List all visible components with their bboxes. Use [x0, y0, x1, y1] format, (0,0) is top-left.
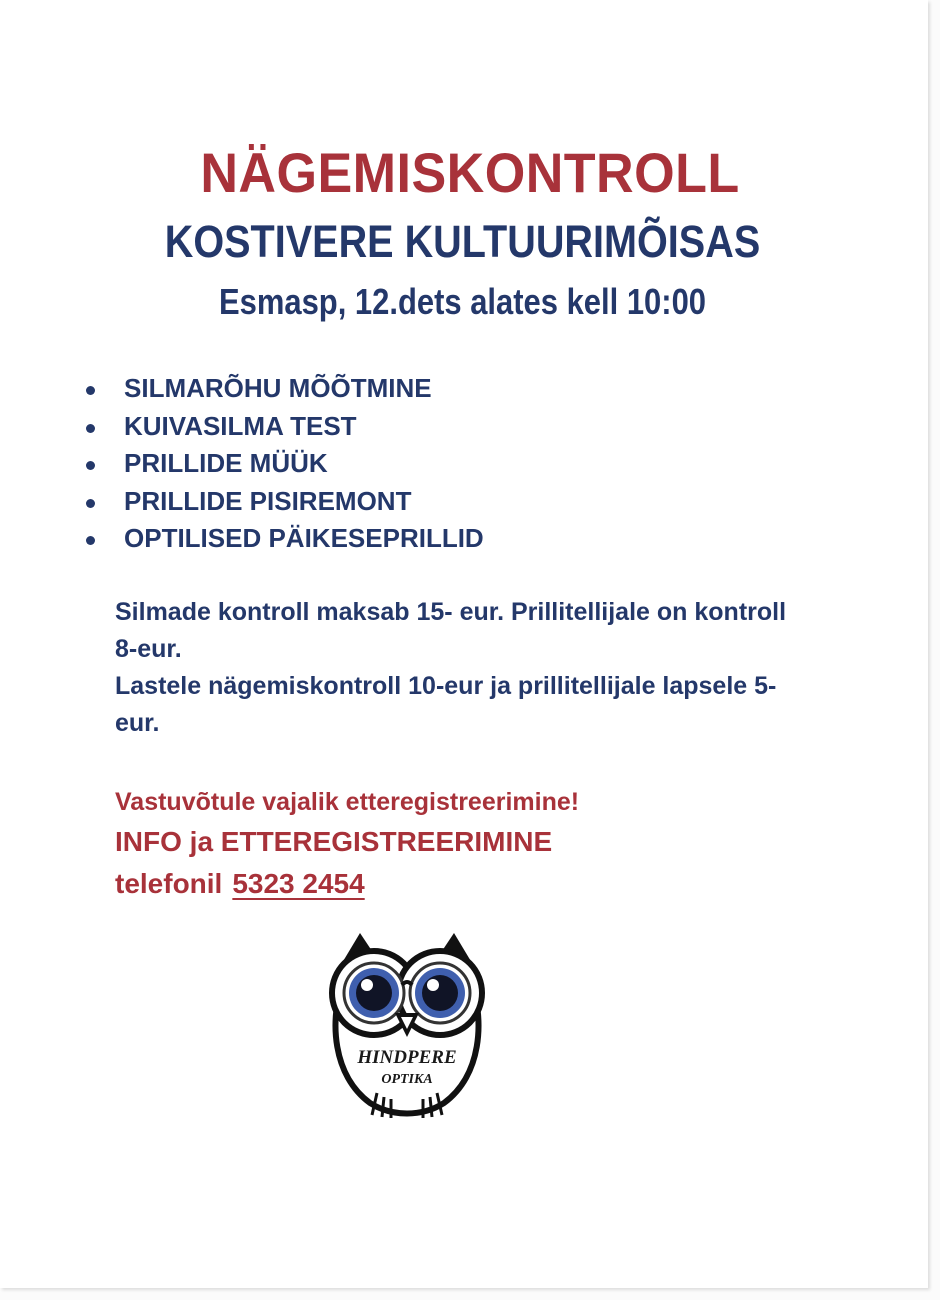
- list-item: [86, 408, 484, 446]
- list-item: [86, 520, 484, 558]
- bullet-icon: [86, 386, 95, 395]
- bullet-icon: [86, 499, 95, 508]
- bullet-icon: [86, 461, 95, 470]
- registration-info: [115, 783, 835, 905]
- logo-name: HINDPERE: [357, 1047, 457, 1068]
- phone-line: [115, 863, 835, 905]
- poster-subtitle: KOSTIVERE KULTUURIMÕISAS: [164, 216, 761, 267]
- registration-note: Vastuvõtule vajalik etteregistreerimine!: [115, 788, 580, 816]
- event-date: Esmasp, 12.dets alates kell 10:00: [218, 281, 707, 322]
- logo-subname: OPTIKA: [381, 1072, 433, 1087]
- service-label: OPTILISED PÄIKESEPRILLID: [124, 523, 484, 553]
- service-label: KUIVASILMA TEST: [124, 410, 357, 441]
- phone-label: telefonil: [115, 868, 223, 899]
- service-label: PRILLIDE PISIREMONT: [124, 485, 412, 516]
- list-item: [86, 483, 484, 521]
- service-label: PRILLIDE MÜÜK: [124, 448, 328, 478]
- list-item: [86, 370, 484, 408]
- owl-icon: [322, 925, 492, 1120]
- service-label: SILMARÕHU MÕÕTMINE: [124, 373, 432, 403]
- bullet-icon: [86, 424, 95, 433]
- phone-number[interactable]: 5323 2454: [232, 868, 365, 899]
- registration-heading: INFO ja ETTEREGISTREERIMINE: [115, 826, 553, 857]
- services-list: [86, 370, 484, 558]
- bullet-icon: [86, 536, 95, 545]
- adult-price-text: Silmade kontroll maksab 15- eur. Prillitellijale on kontroll 8-eur.: [115, 598, 787, 663]
- list-item: [86, 445, 484, 483]
- poster-title: NÄGEMISKONTROLL: [200, 141, 740, 204]
- price-info: [115, 594, 815, 742]
- child-price-text: Lastele nägemiskontroll 10-eur ja prillitellijale lapsele 5-eur.: [115, 672, 777, 737]
